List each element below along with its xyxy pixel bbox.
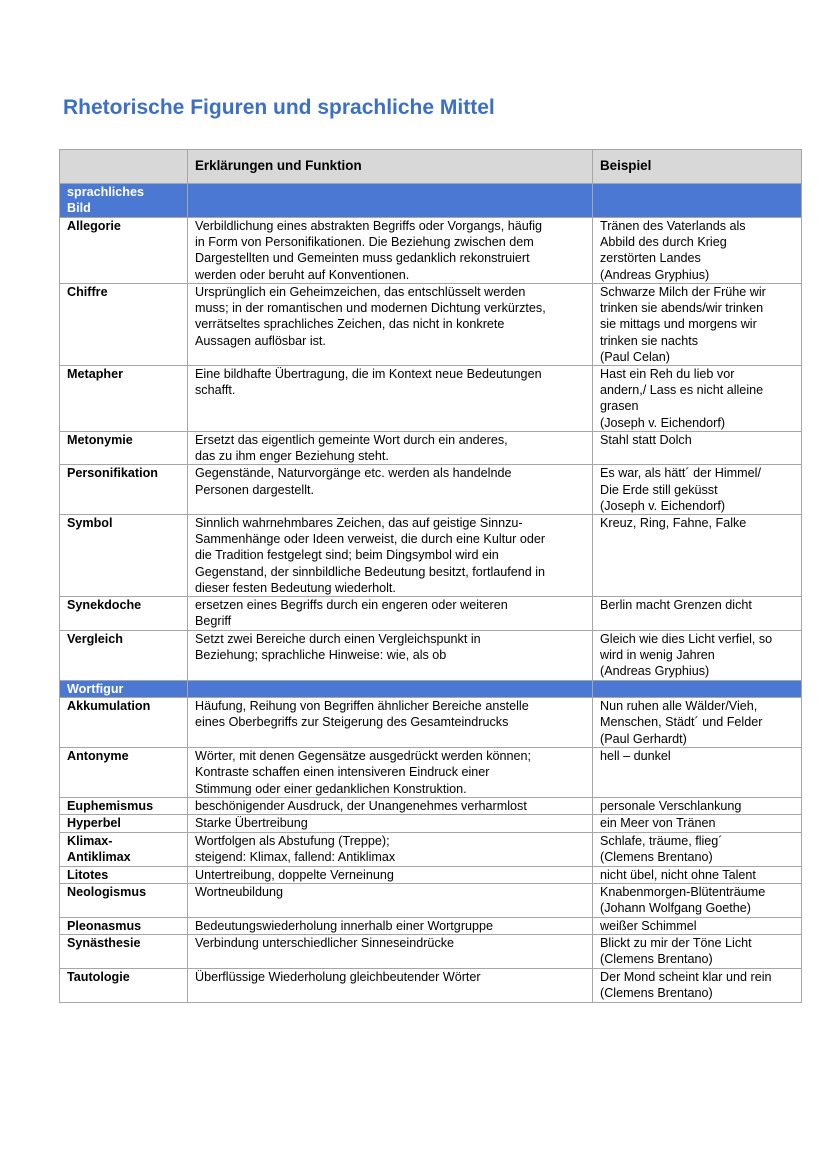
term-cell: Allegorie [60, 218, 188, 284]
explanation-cell: Wortfolgen als Abstufung (Treppe); steigend: Klimax, fallend: Antiklimax [188, 832, 593, 866]
example-cell: Tränen des Vaterlands als Abbild des durch Krieg zerstörten Landes (Andreas Gryphius) [593, 218, 802, 284]
example-cell: hell – dunkel [593, 748, 802, 798]
header-explanation: Erklärungen und Funktion [188, 150, 593, 184]
example-cell: Stahl statt Dolch [593, 432, 802, 465]
table-row [60, 935, 802, 969]
section-cell-empty [188, 184, 593, 218]
term-cell: Symbol [60, 515, 188, 597]
header-example: Beispiel [593, 150, 802, 184]
explanation-cell: beschönigender Ausdruck, der Unangenehmes verharmlost [188, 798, 593, 815]
example-cell: personale Verschlankung [593, 798, 802, 815]
table-row [60, 515, 802, 597]
section-label: sprachliches Bild [60, 184, 188, 218]
example-cell: Knabenmorgen-Blütenträume (Johann Wolfgang Goethe) [593, 883, 802, 917]
explanation-cell: ersetzen eines Begriffs durch ein engeren oder weiteren Begriff [188, 597, 593, 631]
explanation-cell: Sinnlich wahrnehmbares Zeichen, das auf geistige Sinnzu- Sammenhänge oder Ideen verweist, die durch eine Kultur oder die Tradition festgelegt sind; beim Dingsymbol wird ein Gegenstand, der sinnbildliche Bedeutung besitzt, fortlaufend in dieser festen Bedeutung wiederholt. [188, 515, 593, 597]
explanation-cell: Untertreibung, doppelte Verneinung [188, 866, 593, 883]
table-row [60, 917, 802, 934]
table-row [60, 218, 802, 284]
table-row [60, 284, 802, 366]
term-cell: Vergleich [60, 631, 188, 681]
table-row [60, 432, 802, 465]
explanation-cell: Starke Übertreibung [188, 815, 593, 832]
explanation-cell: Bedeutungswiederholung innerhalb einer Wortgruppe [188, 917, 593, 934]
explanation-cell: Verbildlichung eines abstrakten Begriffs oder Vorgangs, häufig in Form von Personifikationen. Die Beziehung zwischen dem Dargestellten und Gemeinten muss gedanklich rekonstruiert werden oder beruht auf Konventionen. [188, 218, 593, 284]
term-cell: Personifikation [60, 465, 188, 515]
term-cell: Pleonasmus [60, 917, 188, 934]
term-cell: Synekdoche [60, 597, 188, 631]
example-cell: nicht übel, nicht ohne Talent [593, 866, 802, 883]
explanation-cell: Überflüssige Wiederholung gleichbeutender Wörter [188, 969, 593, 1003]
example-cell: Schwarze Milch der Frühe wir trinken sie abends/wir trinken sie mittags und morgens wir trinken sie nachts (Paul Celan) [593, 284, 802, 366]
page-title: Rhetorische Figuren und sprachliche Mittel [63, 96, 495, 119]
term-cell: Metonymie [60, 432, 188, 465]
term-cell: Akkumulation [60, 698, 188, 748]
section-row [60, 184, 802, 218]
term-cell: Antonyme [60, 748, 188, 798]
table-row [60, 465, 802, 515]
explanation-cell: Eine bildhafte Übertragung, die im Kontext neue Bedeutungen schafft. [188, 366, 593, 432]
table-row [60, 883, 802, 917]
term-cell: Synästhesie [60, 935, 188, 969]
figures-table [59, 149, 802, 1003]
table-row [60, 969, 802, 1003]
term-cell: Metapher [60, 366, 188, 432]
example-cell: Nun ruhen alle Wälder/Vieh, Menschen, Städt´ und Felder (Paul Gerhardt) [593, 698, 802, 748]
table-row [60, 597, 802, 631]
section-row [60, 681, 802, 698]
header-row [60, 150, 802, 184]
section-cell-empty [188, 681, 593, 698]
example-cell: Der Mond scheint klar und rein (Clemens Brentano) [593, 969, 802, 1003]
header-term [60, 150, 188, 184]
table-row [60, 798, 802, 815]
example-cell: Blickt zu mir der Töne Licht (Clemens Brentano) [593, 935, 802, 969]
example-cell: weißer Schimmel [593, 917, 802, 934]
term-cell: Neologismus [60, 883, 188, 917]
explanation-cell: Gegenstände, Naturvorgänge etc. werden als handelnde Personen dargestellt. [188, 465, 593, 515]
example-cell: Es war, als hätt´ der Himmel/ Die Erde still geküsst (Joseph v. Eichendorf) [593, 465, 802, 515]
section-cell-empty [593, 681, 802, 698]
term-cell: Litotes [60, 866, 188, 883]
explanation-cell: Wörter, mit denen Gegensätze ausgedrückt werden können; Kontraste schaffen einen intensiveren Eindruck einer Stimmung oder einer gedanklichen Konstruktion. [188, 748, 593, 798]
example-cell: ein Meer von Tränen [593, 815, 802, 832]
table-row [60, 866, 802, 883]
table-row [60, 698, 802, 748]
section-cell-empty [593, 184, 802, 218]
term-cell: Chiffre [60, 284, 188, 366]
explanation-cell: Verbindung unterschiedlicher Sinneseindrücke [188, 935, 593, 969]
example-cell: Kreuz, Ring, Fahne, Falke [593, 515, 802, 597]
table-row [60, 832, 802, 866]
explanation-cell: Ursprünglich ein Geheimzeichen, das entschlüsselt werden muss; in der romantischen und modernen Dichtung verkürztes, verrätseltes sprachliches Zeichen, das nicht in konkrete Aussagen auflösbar ist. [188, 284, 593, 366]
table-row [60, 366, 802, 432]
example-cell: Gleich wie dies Licht verfiel, so wird in wenig Jahren (Andreas Gryphius) [593, 631, 802, 681]
table-body [60, 184, 802, 1003]
explanation-cell: Setzt zwei Bereiche durch einen Vergleichspunkt in Beziehung; sprachliche Hinweise: wie, als ob [188, 631, 593, 681]
table-row [60, 748, 802, 798]
example-cell: Berlin macht Grenzen dicht [593, 597, 802, 631]
example-cell: Schlafe, träume, flieg´ (Clemens Brentano) [593, 832, 802, 866]
explanation-cell: Wortneubildung [188, 883, 593, 917]
explanation-cell: Ersetzt das eigentlich gemeinte Wort durch ein anderes, das zu ihm enger Beziehung steht. [188, 432, 593, 465]
explanation-cell: Häufung, Reihung von Begriffen ähnlicher Bereiche anstelle eines Oberbegriffs zur Steigerung des Gesamteindrucks [188, 698, 593, 748]
example-cell: Hast ein Reh du lieb vor andern,/ Lass es nicht alleine grasen (Joseph v. Eichendorf) [593, 366, 802, 432]
term-cell: Euphemismus [60, 798, 188, 815]
table-row [60, 815, 802, 832]
term-cell: Hyperbel [60, 815, 188, 832]
table-row [60, 631, 802, 681]
term-cell: Klimax- Antiklimax [60, 832, 188, 866]
section-label: Wortfigur [60, 681, 188, 698]
term-cell: Tautologie [60, 969, 188, 1003]
